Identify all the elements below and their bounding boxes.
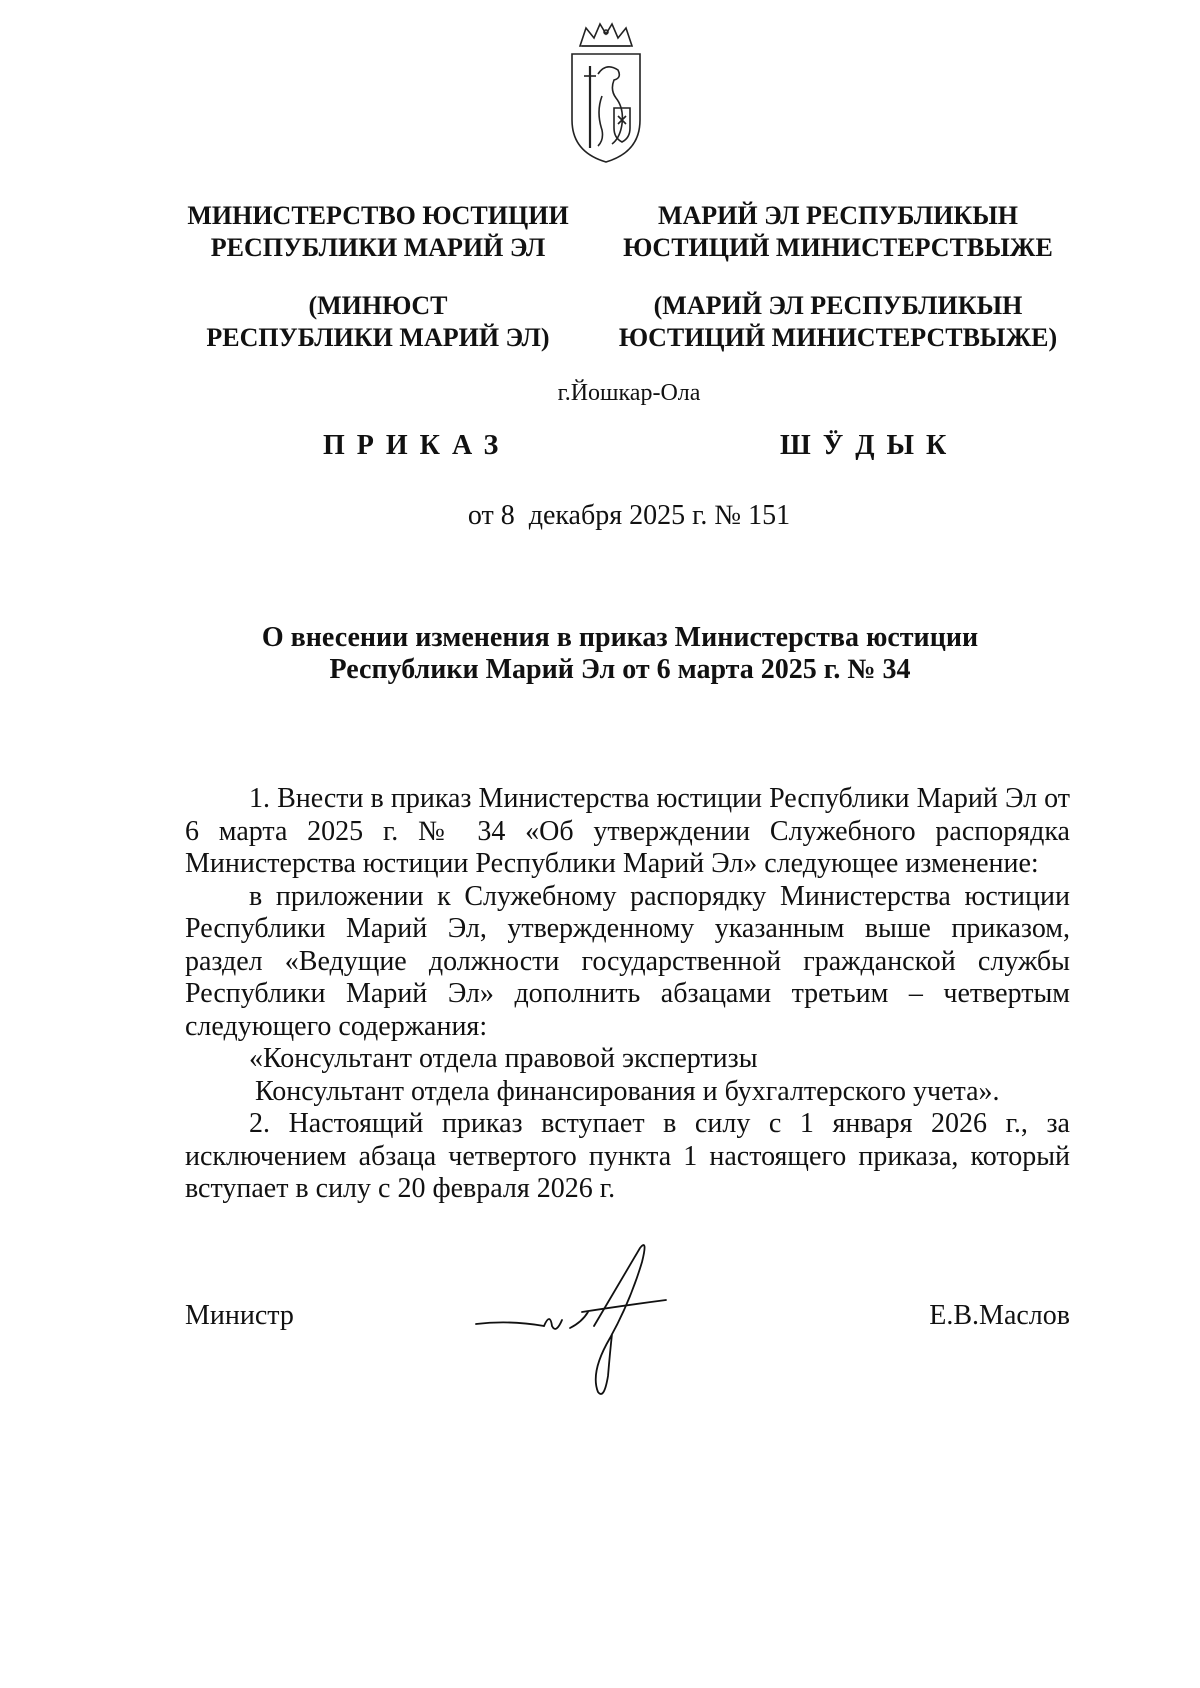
- order-date-number: от 8 декабря 2025 г. № 151: [467, 500, 791, 531]
- body-paragraph-2: в приложении к Служебному распорядку Министерства юстиции Республики Марий Эл, утвержденному указанным выше приказом, раздел «Ведущие должности государственной гражданской службы Республики Марий Эл» дополнить абзацами третьим – четвертым следующего содержания:: [185, 880, 1070, 1042]
- body-paragraph-3: «Консультант отдела правовой экспертизы: [249, 1043, 758, 1074]
- coat-of-arms-emblem: [566, 20, 646, 164]
- header-russian: [160, 200, 596, 354]
- doctype-russian: ПРИКАЗ: [323, 430, 511, 461]
- order-body: [185, 783, 1070, 1206]
- header-right-line3: (МАРИЙ ЭЛ РЕСПУБЛИКЫН: [653, 291, 1023, 320]
- order-title-line2: Республики Марий Эл от 6 марта 2025 г. № 34: [329, 654, 911, 685]
- header-left-line3: (МИНЮСТ: [308, 291, 448, 320]
- signatory-role: Министр: [185, 1300, 294, 1331]
- signatory-name: Е.В.Маслов: [929, 1300, 1070, 1331]
- body-paragraph-5: 2. Настоящий приказ вступает в силу с 1 января 2026 г., за исключением абзаца четвертого пункта 1 настоящего приказа, который вступает в силу с 20 февраля 2026 г.: [185, 1108, 1070, 1204]
- header-right-line4: ЮСТИЦИЙ МИНИСТЕРСТВЫЖЕ): [618, 323, 1058, 352]
- header-left-line4: РЕСПУБЛИКИ МАРИЙ ЭЛ): [206, 323, 550, 352]
- city-name: г.Йошкар-Ола: [557, 380, 701, 406]
- header-right-line2: ЮСТИЦИЙ МИНИСТЕРСТВЫЖЕ: [623, 233, 1053, 262]
- handwritten-signature: [470, 1242, 690, 1402]
- header-left-line1: МИНИСТЕРСТВО ЮСТИЦИИ: [187, 201, 569, 230]
- header-right-line1: МАРИЙ ЭЛ РЕСПУБЛИКЫН: [657, 201, 1019, 230]
- header-left-line2: РЕСПУБЛИКИ МАРИЙ ЭЛ: [210, 233, 546, 262]
- body-paragraph-4: Консультант отдела финансирования и бухгалтерского учета».: [255, 1075, 1000, 1107]
- header-mari: [596, 200, 1080, 354]
- order-title-line1: О внесении изменения в приказ Министерства юстиции: [261, 622, 979, 653]
- ministry-header: [160, 200, 1080, 354]
- order-title: [160, 622, 1080, 686]
- doctype-mari: ШӰДЫК: [780, 430, 959, 461]
- body-paragraph-1: 1. Внести в приказ Министерства юстиции Республики Марий Эл от 6 марта 2025 г. № 34 «Об утверждении Служебного распорядка Министерства юстиции Республики Марий Эл» следующее изменение:: [185, 783, 1070, 879]
